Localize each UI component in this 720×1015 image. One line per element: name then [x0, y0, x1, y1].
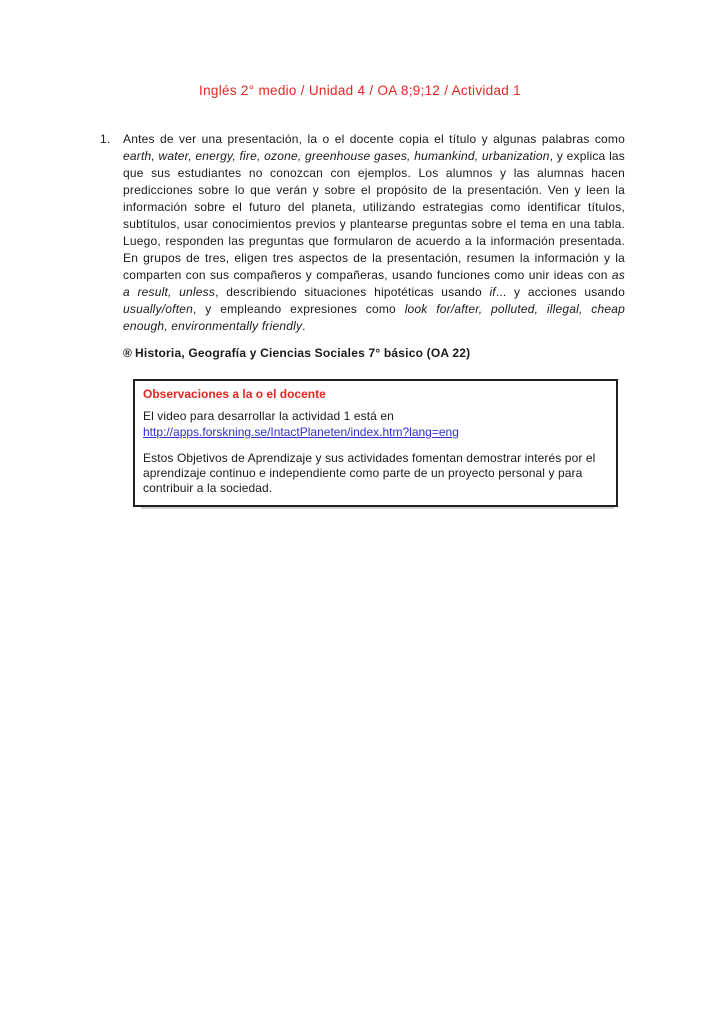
page-title: Inglés 2° medio / Unidad 4 / OA 8;9;12 / Actividad 1 [199, 83, 521, 98]
teacher-notes-box [133, 379, 618, 507]
cross-reference-text: Historia, Geografía y Ciencias Sociales 7° básico (OA 22) [135, 346, 471, 360]
notes-body-text: Estos Objetivos de Aprendizaje y sus actividades fomentan demostrar interés por el aprendizaje continuo e independiente como parte de un proyecto personal y para contribuir a la sociedad. [143, 451, 596, 495]
activity-item-1 [100, 131, 625, 361]
registered-subject-icon: ® [123, 346, 133, 360]
notes-heading: Observaciones a la o el docente [143, 387, 326, 401]
activity-number: 1. [100, 132, 111, 146]
activity-paragraph: Antes de ver una presentación, la o el docente copia el título y algunas palabras como earth, water, energy, fire, ozone, greenhouse gases, humankind, urbanization, y explica las que sus estudiantes no conozcan con ejemplos. Los alumnos y las alumnas hacen predicciones sobre lo que verán y sobre el propósito de la presentación. Ven y leen la información sobre el futuro del planeta, utilizando estrategias como identificar títulos, subtítulos, usar conocimientos previos y plantearse preguntas sobre el tema en una tabla. Luego, responden las preguntas que formularon de acuerdo a la información presentada. En grupos de tres, eligen tres aspectos de la presentación, resumen la información y la comparten con sus compañeros y compañeras, usando funciones como unir ideas con as a result, unless, describiendo situaciones hipotéticas usando if... y acciones usando usually/often, y empleando expresiones como look for/after, polluted, illegal, cheap enough, environmentally friendly. [123, 132, 626, 333]
notes-intro-text: El video para desarrollar la actividad 1 está en [143, 409, 394, 423]
video-link[interactable]: http://apps.forskning.se/IntactPlaneten/index.htm?lang=eng [143, 425, 459, 439]
activity-body [123, 131, 625, 361]
cross-reference-line [123, 346, 625, 361]
document-page [0, 83, 720, 1015]
